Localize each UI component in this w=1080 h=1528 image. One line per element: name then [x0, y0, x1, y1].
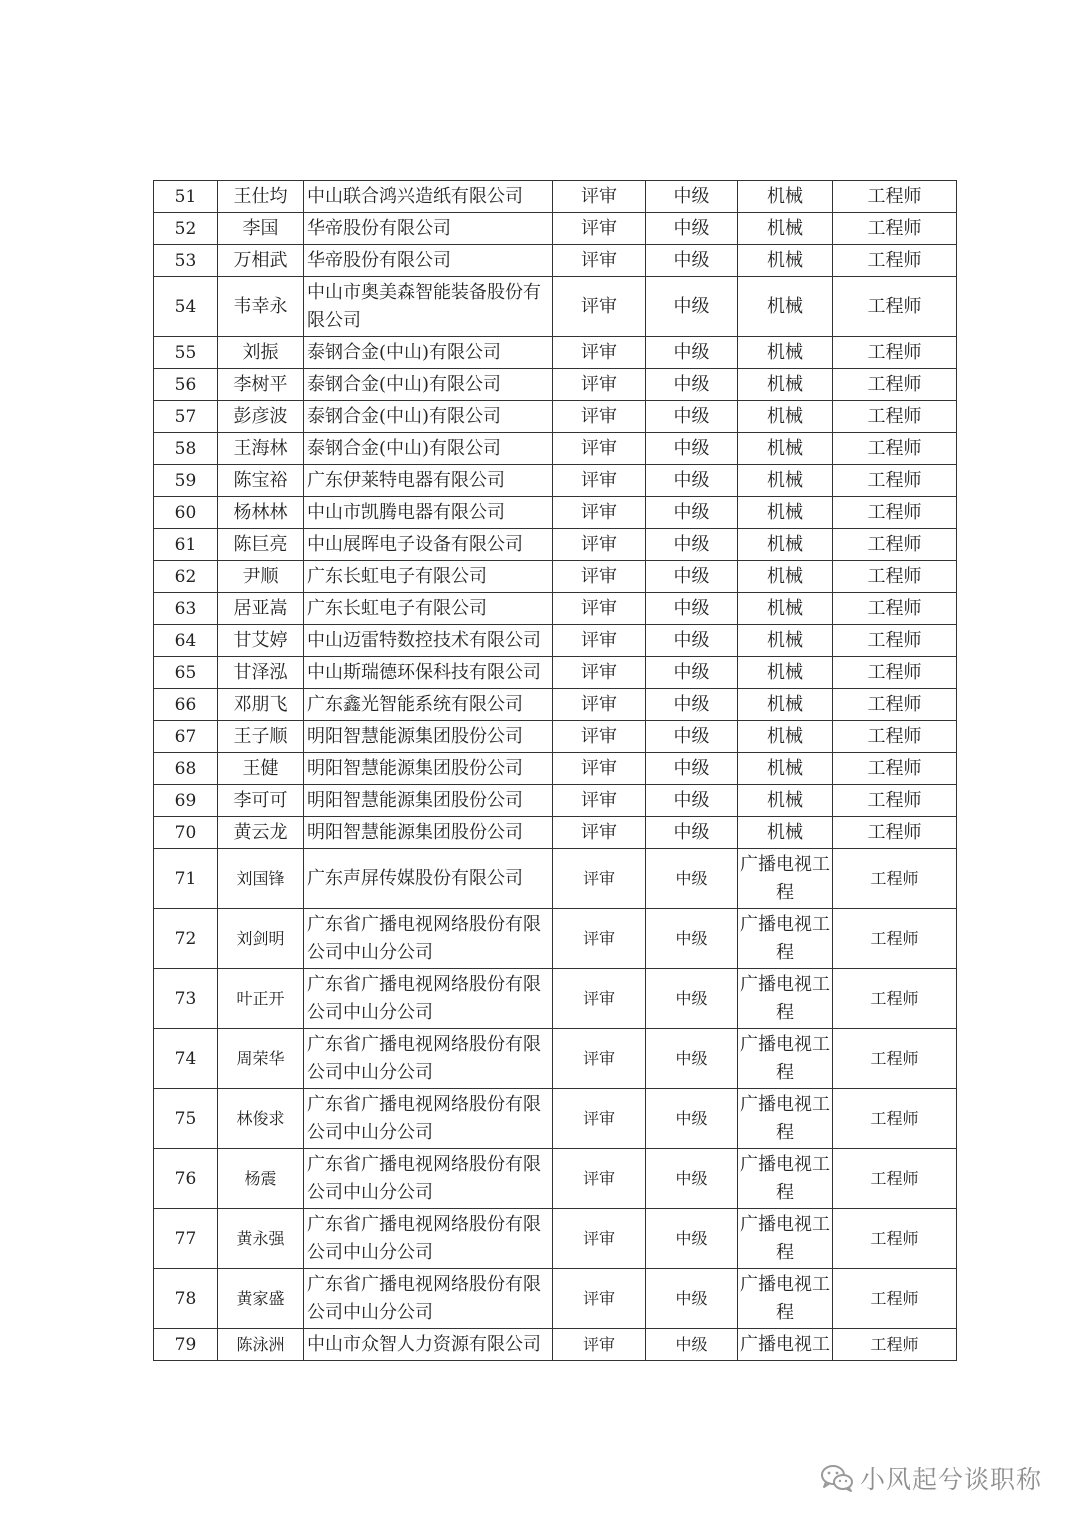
row-number-cell: 65 [154, 657, 218, 689]
review-method-cell: 评审 [553, 213, 646, 245]
row-number-cell: 64 [154, 625, 218, 657]
job-title-cell: 工程师 [833, 1209, 957, 1269]
table-row [154, 277, 957, 337]
specialty-cell: 机械 [738, 465, 833, 497]
review-method-cell: 评审 [553, 401, 646, 433]
table-row [154, 625, 957, 657]
person-name-cell: 尹顺 [218, 561, 304, 593]
row-number-cell: 77 [154, 1209, 218, 1269]
row-number-cell: 55 [154, 337, 218, 369]
company-name-cell: 广东省广播电视网络股份有限公司中山分公司 [304, 1209, 553, 1269]
row-number-cell: 79 [154, 1329, 218, 1361]
title-level-cell: 中级 [646, 369, 738, 401]
specialty-cell: 广播电视工程 [738, 1089, 833, 1149]
table-row [154, 245, 957, 277]
job-title-cell: 工程师 [833, 785, 957, 817]
company-name-cell: 泰钢合金(中山)有限公司 [304, 401, 553, 433]
title-level-cell: 中级 [646, 1149, 738, 1209]
table-row [154, 337, 957, 369]
company-name-cell: 中山斯瑞德环保科技有限公司 [304, 657, 553, 689]
review-method-cell: 评审 [553, 529, 646, 561]
title-level-cell: 中级 [646, 1269, 738, 1329]
row-number-cell: 54 [154, 277, 218, 337]
job-title-cell: 工程师 [833, 969, 957, 1029]
row-number-cell: 56 [154, 369, 218, 401]
roster-body [154, 181, 957, 1361]
table-row [154, 433, 957, 465]
row-number-cell: 70 [154, 817, 218, 849]
job-title-cell: 工程师 [833, 1149, 957, 1209]
watermark-text: 小风起兮谈职称 [860, 1465, 1043, 1494]
job-title-cell: 工程师 [833, 1029, 957, 1089]
table-row [154, 1209, 957, 1269]
job-title-cell: 工程师 [833, 181, 957, 213]
company-name-cell: 广东省广播电视网络股份有限公司中山分公司 [304, 1029, 553, 1089]
specialty-cell: 机械 [738, 657, 833, 689]
row-number-cell: 78 [154, 1269, 218, 1329]
specialty-cell: 机械 [738, 213, 833, 245]
specialty-cell: 广播电视工 [738, 1329, 833, 1361]
review-method-cell: 评审 [553, 337, 646, 369]
company-name-cell: 广东长虹电子有限公司 [304, 561, 553, 593]
job-title-cell: 工程师 [833, 657, 957, 689]
job-title-cell: 工程师 [833, 497, 957, 529]
company-name-cell: 中山市众智人力资源有限公司 [304, 1329, 553, 1361]
person-name-cell: 韦幸永 [218, 277, 304, 337]
title-level-cell: 中级 [646, 909, 738, 969]
row-number-cell: 51 [154, 181, 218, 213]
title-level-cell: 中级 [646, 337, 738, 369]
company-name-cell: 广东长虹电子有限公司 [304, 593, 553, 625]
job-title-cell: 工程师 [833, 721, 957, 753]
company-name-cell: 广东声屏传媒股份有限公司 [304, 849, 553, 909]
person-name-cell: 陈巨亮 [218, 529, 304, 561]
company-name-cell: 广东省广播电视网络股份有限公司中山分公司 [304, 1089, 553, 1149]
title-level-cell: 中级 [646, 721, 738, 753]
job-title-cell: 工程师 [833, 465, 957, 497]
specialty-cell: 机械 [738, 277, 833, 337]
company-name-cell: 中山市凯腾电器有限公司 [304, 497, 553, 529]
row-number-cell: 71 [154, 849, 218, 909]
company-name-cell: 明阳智慧能源集团股份公司 [304, 721, 553, 753]
person-name-cell: 居亚嵩 [218, 593, 304, 625]
person-name-cell: 刘剑明 [218, 909, 304, 969]
title-level-cell: 中级 [646, 817, 738, 849]
table-row [154, 817, 957, 849]
company-name-cell: 泰钢合金(中山)有限公司 [304, 337, 553, 369]
specialty-cell: 机械 [738, 433, 833, 465]
row-number-cell: 63 [154, 593, 218, 625]
title-level-cell: 中级 [646, 245, 738, 277]
review-method-cell: 评审 [553, 721, 646, 753]
job-title-cell: 工程师 [833, 909, 957, 969]
title-level-cell: 中级 [646, 1029, 738, 1089]
title-level-cell: 中级 [646, 657, 738, 689]
review-method-cell: 评审 [553, 433, 646, 465]
person-name-cell: 陈宝裕 [218, 465, 304, 497]
review-method-cell: 评审 [553, 657, 646, 689]
person-name-cell: 王子顺 [218, 721, 304, 753]
person-name-cell: 黄云龙 [218, 817, 304, 849]
review-method-cell: 评审 [553, 245, 646, 277]
table-row [154, 401, 957, 433]
title-level-cell: 中级 [646, 465, 738, 497]
row-number-cell: 58 [154, 433, 218, 465]
title-level-cell: 中级 [646, 625, 738, 657]
specialty-cell: 机械 [738, 625, 833, 657]
person-name-cell: 李国 [218, 213, 304, 245]
specialty-cell: 广播电视工程 [738, 1209, 833, 1269]
review-method-cell: 评审 [553, 689, 646, 721]
table-row [154, 213, 957, 245]
specialty-cell: 机械 [738, 337, 833, 369]
row-number-cell: 74 [154, 1029, 218, 1089]
title-level-cell: 中级 [646, 1209, 738, 1269]
person-name-cell: 杨林林 [218, 497, 304, 529]
row-number-cell: 53 [154, 245, 218, 277]
job-title-cell: 工程师 [833, 337, 957, 369]
specialty-cell: 机械 [738, 369, 833, 401]
specialty-cell: 广播电视工程 [738, 849, 833, 909]
table-row [154, 529, 957, 561]
specialty-cell: 机械 [738, 817, 833, 849]
table-row [154, 1029, 957, 1089]
table-row [154, 1089, 957, 1149]
specialty-cell: 广播电视工程 [738, 1029, 833, 1089]
review-method-cell: 评审 [553, 849, 646, 909]
review-method-cell: 评审 [553, 1029, 646, 1089]
row-number-cell: 57 [154, 401, 218, 433]
table-row [154, 561, 957, 593]
table-row [154, 969, 957, 1029]
person-name-cell: 邓朋飞 [218, 689, 304, 721]
wechat-icon [820, 1463, 854, 1493]
specialty-cell: 机械 [738, 181, 833, 213]
job-title-cell: 工程师 [833, 529, 957, 561]
row-number-cell: 60 [154, 497, 218, 529]
roster-table [153, 180, 957, 1361]
job-title-cell: 工程师 [833, 1269, 957, 1329]
title-level-cell: 中级 [646, 1329, 738, 1361]
specialty-cell: 机械 [738, 561, 833, 593]
row-number-cell: 76 [154, 1149, 218, 1209]
person-name-cell: 黄家盛 [218, 1269, 304, 1329]
table-row [154, 657, 957, 689]
job-title-cell: 工程师 [833, 561, 957, 593]
row-number-cell: 62 [154, 561, 218, 593]
review-method-cell: 评审 [553, 625, 646, 657]
job-title-cell: 工程师 [833, 277, 957, 337]
row-number-cell: 66 [154, 689, 218, 721]
company-name-cell: 中山市奥美森智能装备股份有限公司 [304, 277, 553, 337]
review-method-cell: 评审 [553, 181, 646, 213]
person-name-cell: 王海林 [218, 433, 304, 465]
person-name-cell: 刘振 [218, 337, 304, 369]
person-name-cell: 刘国锋 [218, 849, 304, 909]
title-level-cell: 中级 [646, 689, 738, 721]
job-title-cell: 工程师 [833, 849, 957, 909]
title-level-cell: 中级 [646, 401, 738, 433]
specialty-cell: 机械 [738, 689, 833, 721]
company-name-cell: 泰钢合金(中山)有限公司 [304, 433, 553, 465]
specialty-cell: 机械 [738, 593, 833, 625]
person-name-cell: 甘泽泓 [218, 657, 304, 689]
review-method-cell: 评审 [553, 1089, 646, 1149]
specialty-cell: 机械 [738, 785, 833, 817]
row-number-cell: 73 [154, 969, 218, 1029]
person-name-cell: 万相武 [218, 245, 304, 277]
specialty-cell: 机械 [738, 721, 833, 753]
table-row [154, 181, 957, 213]
job-title-cell: 工程师 [833, 1089, 957, 1149]
job-title-cell: 工程师 [833, 369, 957, 401]
title-level-cell: 中级 [646, 529, 738, 561]
table-row [154, 689, 957, 721]
review-method-cell: 评审 [553, 1209, 646, 1269]
review-method-cell: 评审 [553, 593, 646, 625]
job-title-cell: 工程师 [833, 245, 957, 277]
job-title-cell: 工程师 [833, 1329, 957, 1361]
job-title-cell: 工程师 [833, 213, 957, 245]
company-name-cell: 华帝股份有限公司 [304, 213, 553, 245]
title-level-cell: 中级 [646, 433, 738, 465]
company-name-cell: 明阳智慧能源集团股份公司 [304, 785, 553, 817]
specialty-cell: 机械 [738, 245, 833, 277]
title-level-cell: 中级 [646, 753, 738, 785]
table-row [154, 593, 957, 625]
job-title-cell: 工程师 [833, 401, 957, 433]
row-number-cell: 59 [154, 465, 218, 497]
table-row [154, 465, 957, 497]
company-name-cell: 明阳智慧能源集团股份公司 [304, 753, 553, 785]
title-level-cell: 中级 [646, 561, 738, 593]
title-level-cell: 中级 [646, 277, 738, 337]
title-level-cell: 中级 [646, 181, 738, 213]
specialty-cell: 机械 [738, 401, 833, 433]
person-name-cell: 李树平 [218, 369, 304, 401]
row-number-cell: 72 [154, 909, 218, 969]
specialty-cell: 机械 [738, 497, 833, 529]
review-method-cell: 评审 [553, 1149, 646, 1209]
table-row [154, 497, 957, 529]
job-title-cell: 工程师 [833, 593, 957, 625]
title-level-cell: 中级 [646, 593, 738, 625]
row-number-cell: 68 [154, 753, 218, 785]
table-row [154, 909, 957, 969]
person-name-cell: 叶正开 [218, 969, 304, 1029]
watermark [820, 1458, 1042, 1498]
person-name-cell: 李可可 [218, 785, 304, 817]
review-method-cell: 评审 [553, 277, 646, 337]
person-name-cell: 杨震 [218, 1149, 304, 1209]
title-level-cell: 中级 [646, 497, 738, 529]
row-number-cell: 69 [154, 785, 218, 817]
company-name-cell: 泰钢合金(中山)有限公司 [304, 369, 553, 401]
company-name-cell: 中山迈雷特数控技术有限公司 [304, 625, 553, 657]
specialty-cell: 广播电视工程 [738, 909, 833, 969]
title-level-cell: 中级 [646, 785, 738, 817]
review-method-cell: 评审 [553, 753, 646, 785]
review-method-cell: 评审 [553, 1329, 646, 1361]
company-name-cell: 广东伊莱特电器有限公司 [304, 465, 553, 497]
title-level-cell: 中级 [646, 849, 738, 909]
company-name-cell: 广东鑫光智能系统有限公司 [304, 689, 553, 721]
table-row [154, 721, 957, 753]
company-name-cell: 中山联合鸿兴造纸有限公司 [304, 181, 553, 213]
person-name-cell: 甘艾婷 [218, 625, 304, 657]
company-name-cell: 明阳智慧能源集团股份公司 [304, 817, 553, 849]
specialty-cell: 机械 [738, 529, 833, 561]
review-method-cell: 评审 [553, 497, 646, 529]
job-title-cell: 工程师 [833, 433, 957, 465]
review-method-cell: 评审 [553, 969, 646, 1029]
review-method-cell: 评审 [553, 909, 646, 969]
review-method-cell: 评审 [553, 465, 646, 497]
job-title-cell: 工程师 [833, 753, 957, 785]
row-number-cell: 67 [154, 721, 218, 753]
job-title-cell: 工程师 [833, 689, 957, 721]
job-title-cell: 工程师 [833, 625, 957, 657]
table-row [154, 1269, 957, 1329]
table-row [154, 369, 957, 401]
table-row [154, 785, 957, 817]
title-level-cell: 中级 [646, 213, 738, 245]
company-name-cell: 华帝股份有限公司 [304, 245, 553, 277]
job-title-cell: 工程师 [833, 817, 957, 849]
person-name-cell: 陈泳洲 [218, 1329, 304, 1361]
title-level-cell: 中级 [646, 1089, 738, 1149]
company-name-cell: 广东省广播电视网络股份有限公司中山分公司 [304, 969, 553, 1029]
table-row [154, 1149, 957, 1209]
company-name-cell: 广东省广播电视网络股份有限公司中山分公司 [304, 1149, 553, 1209]
company-name-cell: 中山展晖电子设备有限公司 [304, 529, 553, 561]
table-row [154, 753, 957, 785]
person-name-cell: 王健 [218, 753, 304, 785]
table-row [154, 1329, 957, 1361]
row-number-cell: 61 [154, 529, 218, 561]
row-number-cell: 52 [154, 213, 218, 245]
table-row [154, 849, 957, 909]
company-name-cell: 广东省广播电视网络股份有限公司中山分公司 [304, 1269, 553, 1329]
specialty-cell: 广播电视工程 [738, 969, 833, 1029]
review-method-cell: 评审 [553, 785, 646, 817]
person-name-cell: 彭彦波 [218, 401, 304, 433]
title-level-cell: 中级 [646, 969, 738, 1029]
person-name-cell: 周荣华 [218, 1029, 304, 1089]
person-name-cell: 黄永强 [218, 1209, 304, 1269]
company-name-cell: 广东省广播电视网络股份有限公司中山分公司 [304, 909, 553, 969]
person-name-cell: 王仕均 [218, 181, 304, 213]
review-method-cell: 评审 [553, 369, 646, 401]
review-method-cell: 评审 [553, 1269, 646, 1329]
review-method-cell: 评审 [553, 561, 646, 593]
specialty-cell: 广播电视工程 [738, 1149, 833, 1209]
person-name-cell: 林俊求 [218, 1089, 304, 1149]
row-number-cell: 75 [154, 1089, 218, 1149]
specialty-cell: 机械 [738, 753, 833, 785]
specialty-cell: 广播电视工程 [738, 1269, 833, 1329]
review-method-cell: 评审 [553, 817, 646, 849]
